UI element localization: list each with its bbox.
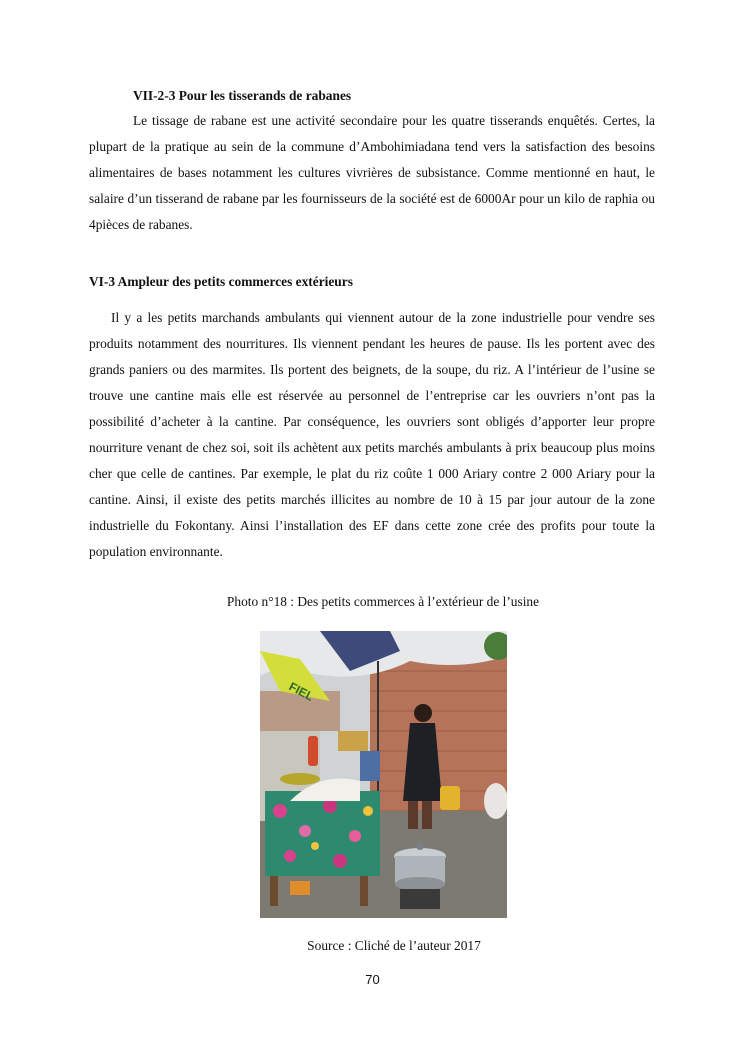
- paragraph: Le tissage de rabane est une activité secondaire pour les quatre tisserands enquêtés. Certes, la plupart de la pratique au sein de la commune d’Ambohimiadana tend vers la satisfaction des besoins alimentaires de bases notamment les cultures vivrières de subsistance. Comme mentionné en haut, le salaire d’un tisserand de rabane par les fournisseurs de la société est de 6000Ar pour un kilo de raphia ou 4pièces de rabanes.: [89, 113, 655, 232]
- section-heading: VII-2-3 Pour les tisserands de rabanes: [133, 88, 352, 103]
- paragraph: Il y a les petits marchands ambulants qui viennent autour de la zone industrielle pour vendre ses produits notamment des nourritures. Ils viennent pendant les heures de pause. Ils les portent avec des grands paniers ou des marmites. Ils portent des beignets, de la soupe, du riz. A l’intérieur de l’usine se trouve une cantine mais elle est réservée au personnel de l’entreprise car les ouvriers n’ont pas la possibilité d’acheter à la cantine. Par conséquence, les ouvriers sont obligés d’apporter leur propre nourriture venant de chez soi, soit ils achètent aux petits marchés ambulants à prix beaucoup plus moins cher que celle de cantines. Par exemple, le plat du riz coûte 1 000 Ariary contre 2 000 Ariary pour la cantine. Ainsi, il existe des petits marchés illicites au nombre de 10 à 15 par jour autour de la zone industrielle du Fokontany. Ainsi l’installation des EF dans cette zone crée des profits pour toute la population environnante.: [89, 310, 655, 559]
- photo-source: Source : Cliché de l’auteur 2017: [307, 938, 481, 953]
- section-heading: VI-3 Ampleur des petits commerces extérieurs: [89, 274, 353, 289]
- banner-text: FIEL: [286, 679, 317, 704]
- photo-caption: Photo n°18 : Des petits commerces à l’extérieur de l’usine: [226, 594, 540, 609]
- page-number: 70: [365, 972, 380, 987]
- street-vendor-photo: [260, 631, 507, 918]
